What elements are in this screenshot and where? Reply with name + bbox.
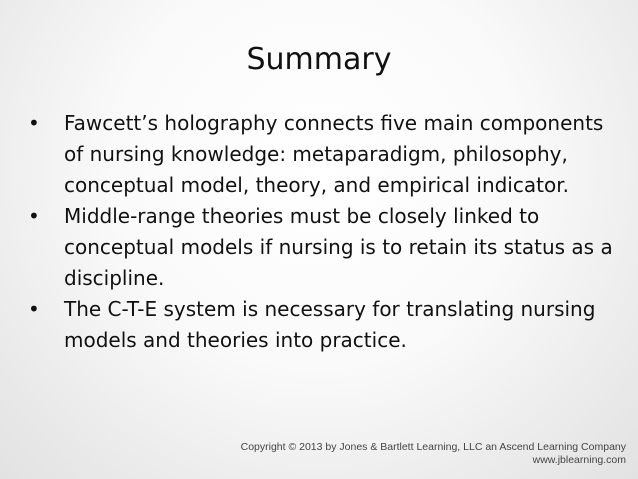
bullet-text: The C-T-E system is necessary for translating nursing models and theories into practice. [64, 297, 596, 352]
bullet-text: Fawcett’s holography connects five main components of nursing knowledge: metaparadigm, philosophy, conceptual model, theory, and empirical indicator. [64, 111, 604, 197]
bullet-icon: • [28, 297, 40, 321]
copyright-text: Copyright © 2013 by Jones & Bartlett Learning, LLC an Ascend Learning Company [240, 441, 626, 453]
bullet-item [22, 201, 622, 294]
bullet-item [22, 108, 622, 201]
bullet-text: Middle-range theories must be closely linked to conceptual models if nursing is to retain its status as a discipline. [64, 204, 613, 290]
slide-title: Summary [246, 42, 392, 77]
bullet-icon: • [28, 111, 40, 135]
website-text: www.jblearning.com [532, 454, 626, 466]
bullet-item [22, 294, 622, 356]
bullet-icon: • [28, 204, 40, 228]
bullet-list [22, 108, 622, 356]
copyright-footer [206, 441, 626, 467]
